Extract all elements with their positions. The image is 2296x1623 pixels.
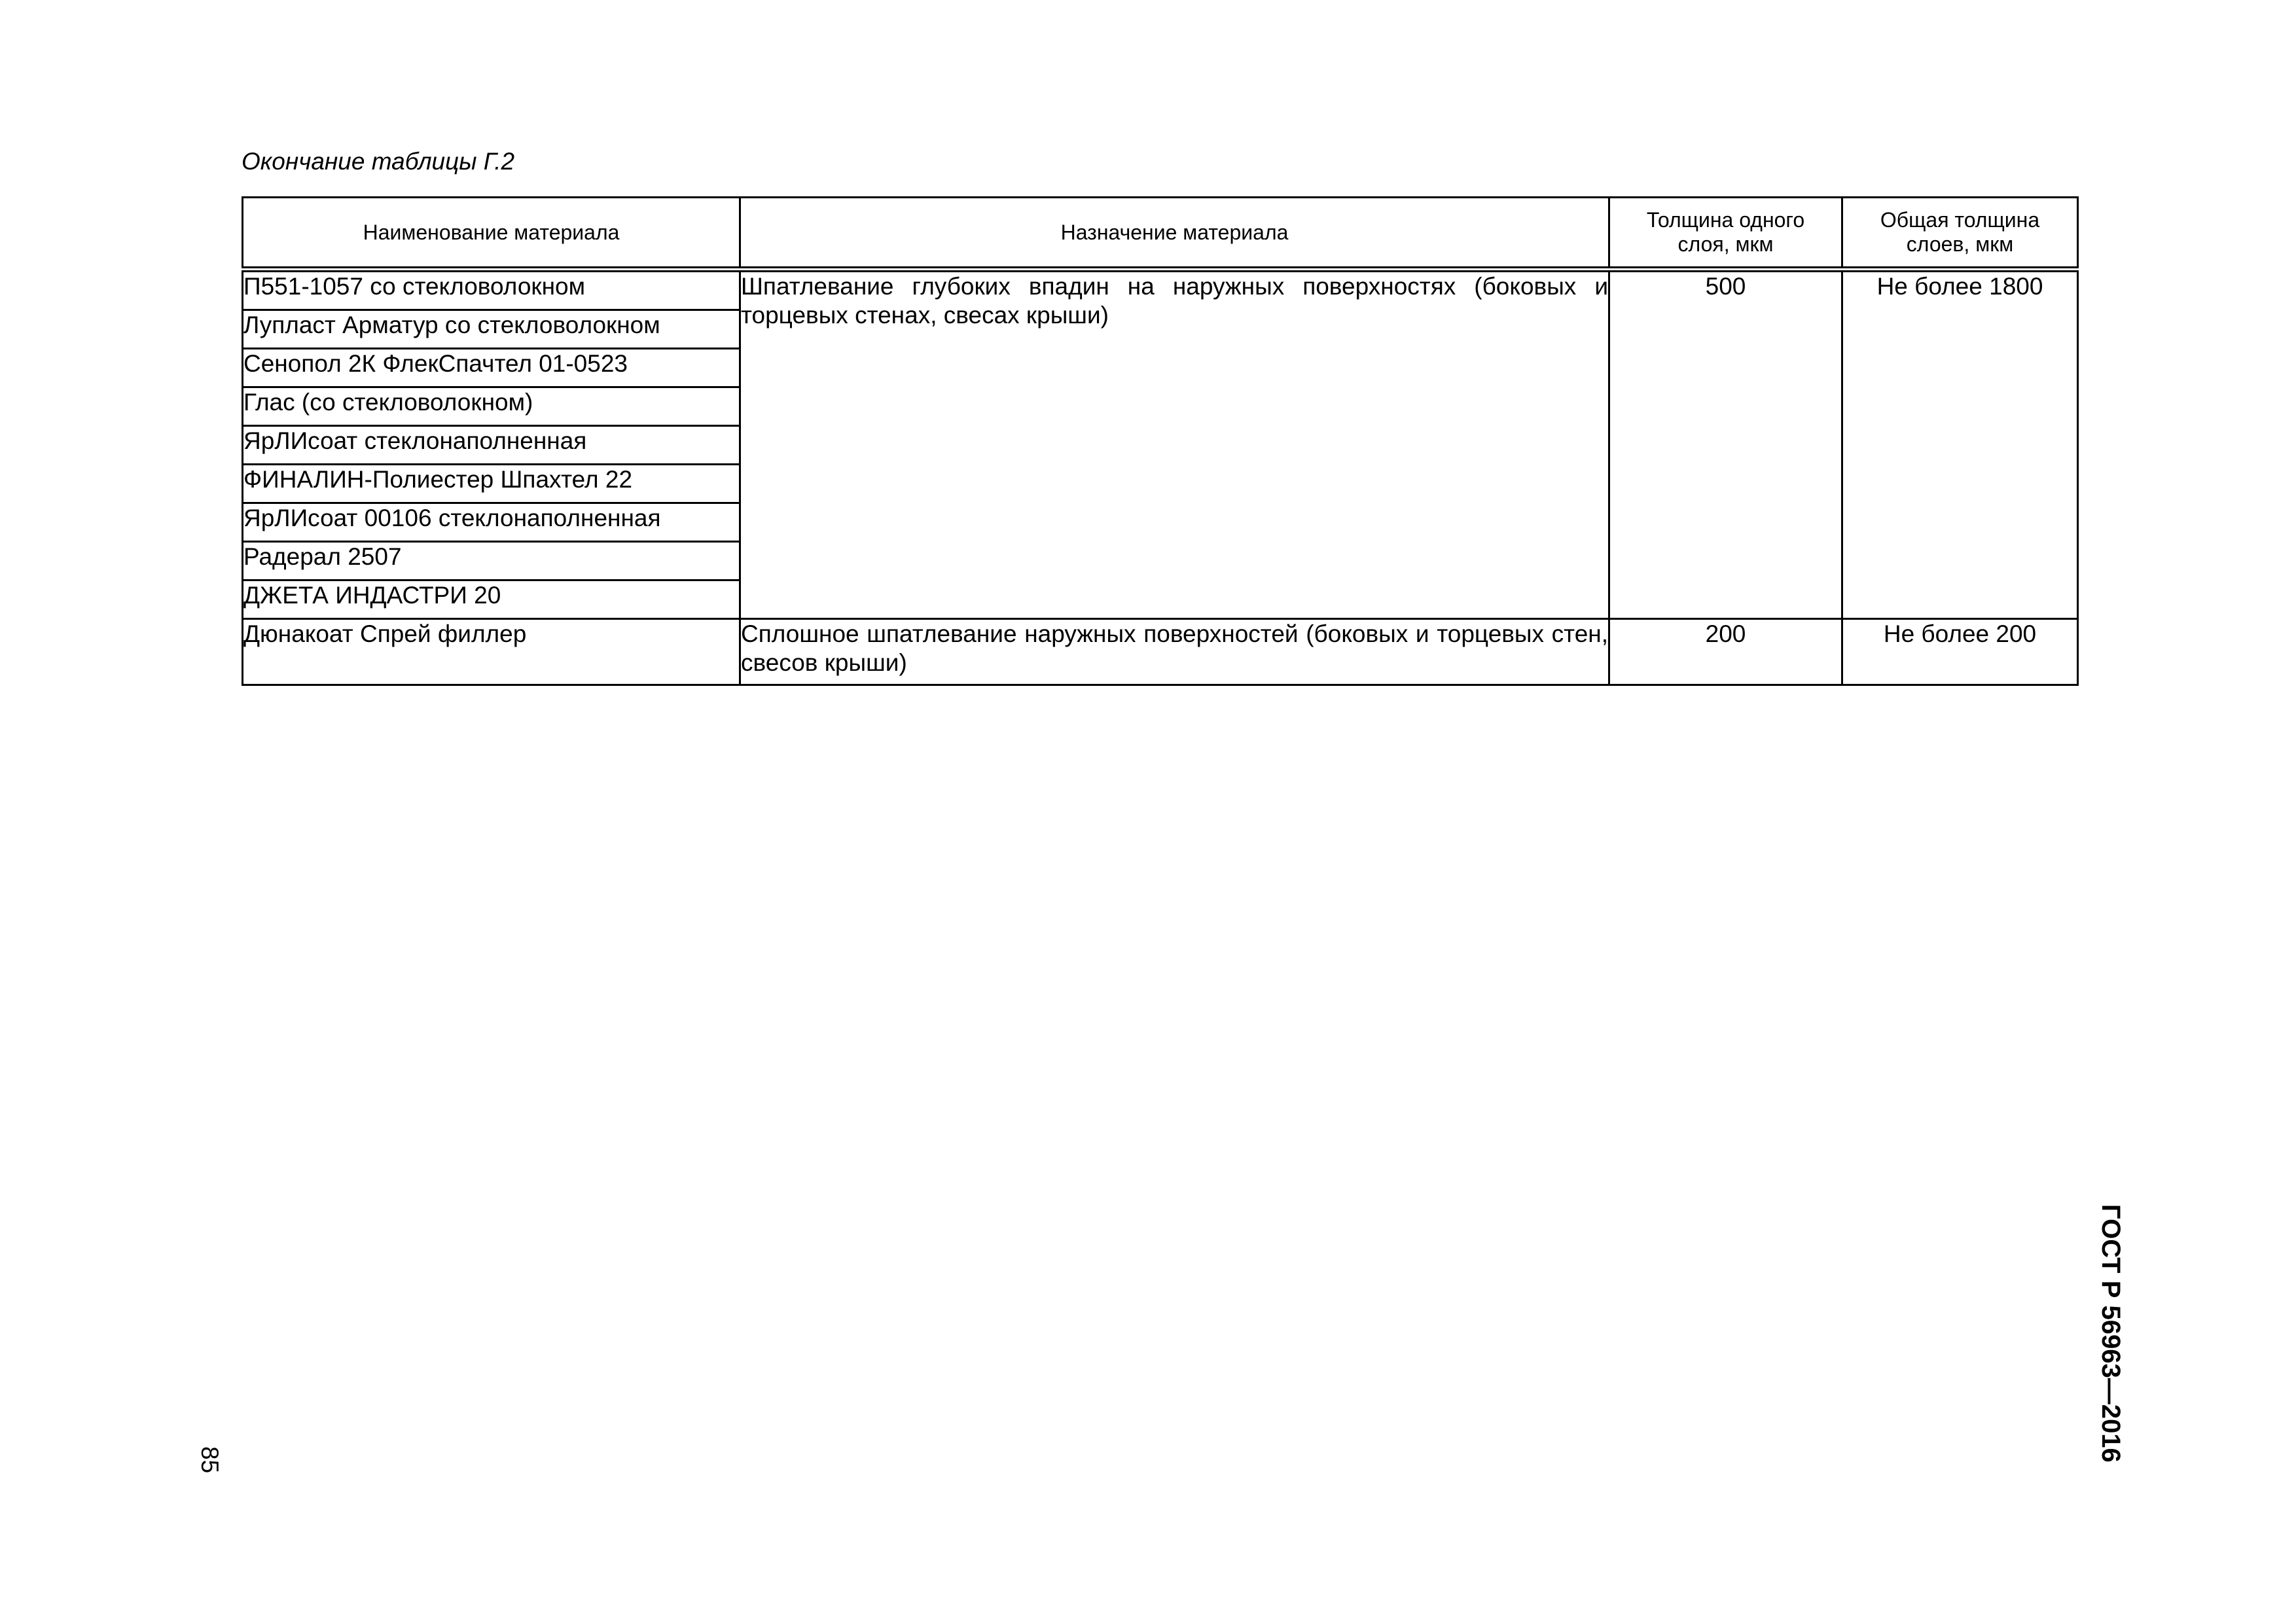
header-material-purpose: Назначение материала [740,198,1609,270]
material-name-cell: ЯрЛИсоат стеклонаполненная [243,426,740,465]
material-name-cell: Глас (со стекловолокном) [243,387,740,426]
header-material-name: Наименование материала [243,198,740,270]
table-caption: Окончание таблицы Г.2 [242,148,515,175]
material-name-cell: Сенопол 2К ФлекСпачтел 01-0523 [243,349,740,387]
material-name-cell: П551-1057 со стекловолокном [243,270,740,310]
material-name-cell: Радерал 2507 [243,542,740,580]
material-name-cell: ДЖЕТА ИНДАСТРИ 20 [243,580,740,619]
table-header-row [243,198,2078,270]
table-row [243,270,2078,310]
total-thickness-cell: Не более 200 [1842,619,2078,685]
table-row [243,619,2078,685]
material-purpose-cell: Сплошное шпатлевание наружных поверхностей (боковых и торцевых стен, свесов крыши) [740,619,1609,685]
material-name-cell: Дюнакоат Спрей филлер [243,619,740,685]
header-layer-thickness: Толщина одного слоя, мкм [1609,198,1842,270]
material-name-cell: ЯрЛИсоат 00106 стеклонаполненная [243,503,740,542]
material-name-cell: ФИНАЛИН-Полиестер Шпахтел 22 [243,465,740,503]
materials-table [242,196,2079,686]
standard-code: ГОСТ Р 56963—2016 [2096,1204,2125,1463]
header-total-thickness: Общая толщина слоев, мкм [1842,198,2078,270]
material-name-cell: Лупласт Арматур со стекловолокном [243,310,740,349]
layer-thickness-cell: 200 [1609,619,1842,685]
page-number: 85 [196,1446,223,1474]
total-thickness-cell: Не более 1800 [1842,270,2078,619]
material-purpose-cell: Шпатлевание глубоких впадин на наружных поверхностях (боковых и торцевых стенах, свесах крыши) [740,270,1609,619]
layer-thickness-cell: 500 [1609,270,1842,619]
